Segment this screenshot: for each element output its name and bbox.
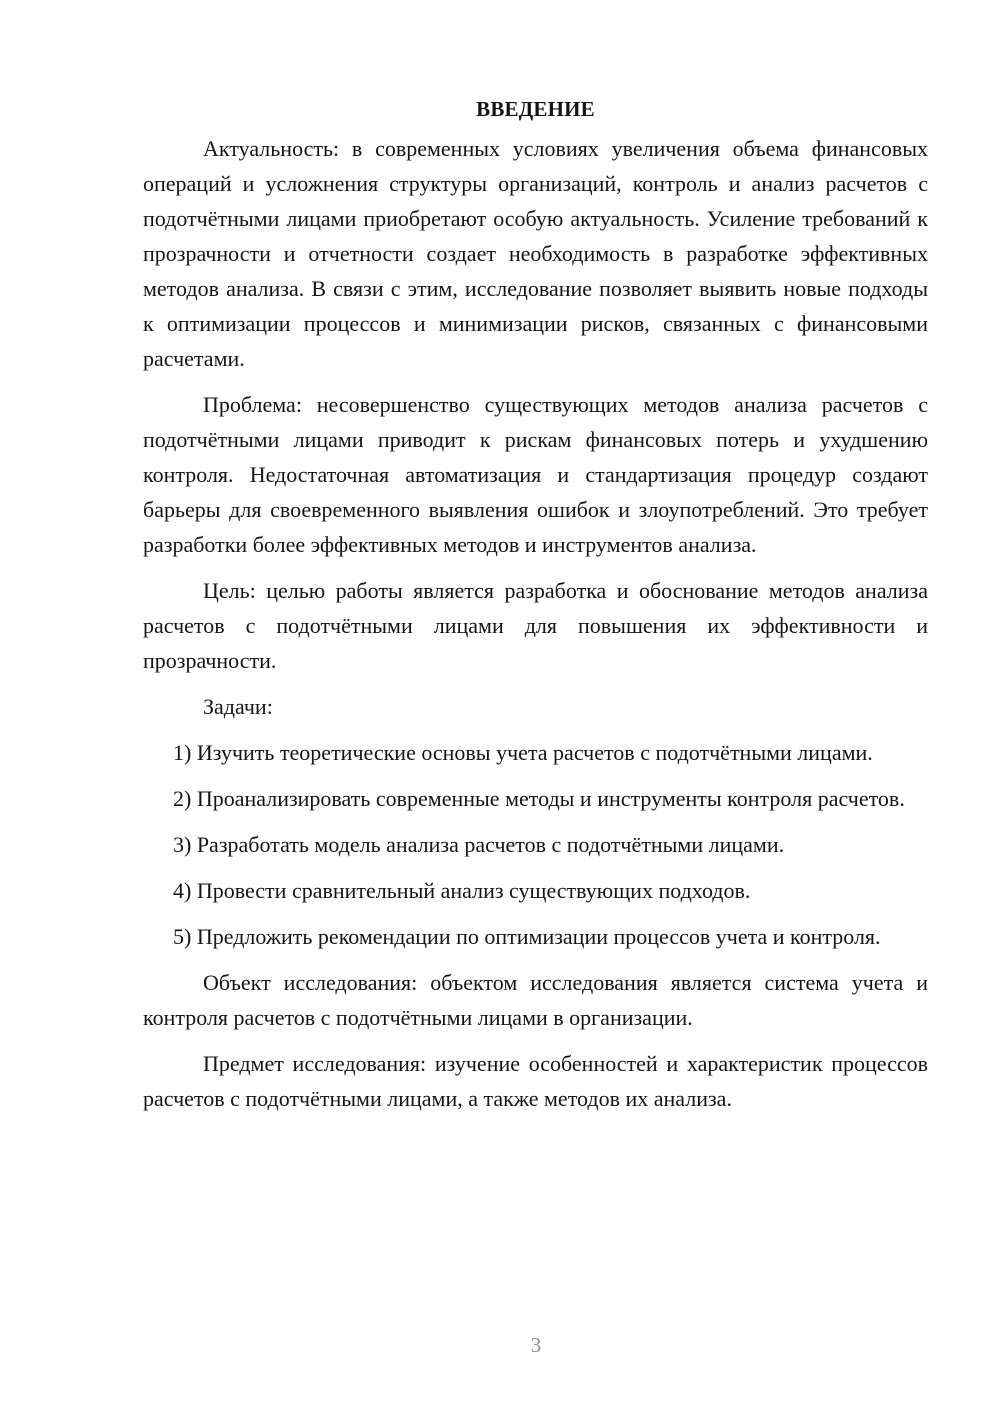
- subject-paragraph: Предмет исследования: изучение особенностей и характеристик процессов расчетов с подотчётными лицами, а также методов их анализа.: [143, 1051, 928, 1111]
- task-item-1: 1) Изучить теоретические основы учета расчетов с подотчётными лицами.: [173, 740, 873, 765]
- task-item-5: 5) Предложить рекомендации по оптимизации процессов учета и контроля.: [173, 924, 881, 949]
- task-item-3: 3) Разработать модель анализа расчетов с подотчётными лицами.: [173, 832, 785, 857]
- task-item-2: 2) Проанализировать современные методы и инструменты контроля расчетов.: [173, 786, 905, 811]
- object-paragraph: Объект исследования: объектом исследования является система учета и контроля расчетов с подотчётными лицами в организации.: [143, 970, 928, 1030]
- page-content: [143, 92, 928, 1127]
- section-title: ВВЕДЕНИЕ: [476, 97, 595, 121]
- problem-paragraph: Проблема: несовершенство существующих методов анализа расчетов с подотчётными лицами приводит к рискам финансовых потерь и ухудшению контроля. Недостаточная автоматизация и стандартизация процедур создают барьеры для своевременного выявления ошибок и злоупотреблений. Это требует разработки более эффективных методов и инструментов анализа.: [143, 392, 928, 557]
- goal-paragraph: Цель: целью работы является разработка и обоснование методов анализа расчетов с подотчётными лицами для повышения их эффективности и прозрачности.: [143, 578, 928, 673]
- relevance-paragraph: Актуальность: в современных условиях увеличения объема финансовых операций и усложнения структуры организаций, контроль и анализ расчетов с подотчётными лицами приобретают особую актуальность. Усиление требований к прозрачности и отчетности создает необходимость в разработке эффективных методов анализа. В связи с этим, исследование позволяет выявить новые подходы к оптимизации процессов и минимизации рисков, связанных с финансовыми расчетами.: [143, 136, 928, 371]
- tasks-label: Задачи:: [203, 694, 273, 719]
- page-number: 3: [530, 1333, 542, 1357]
- task-item-4: 4) Провести сравнительный анализ существующих подходов.: [173, 878, 751, 903]
